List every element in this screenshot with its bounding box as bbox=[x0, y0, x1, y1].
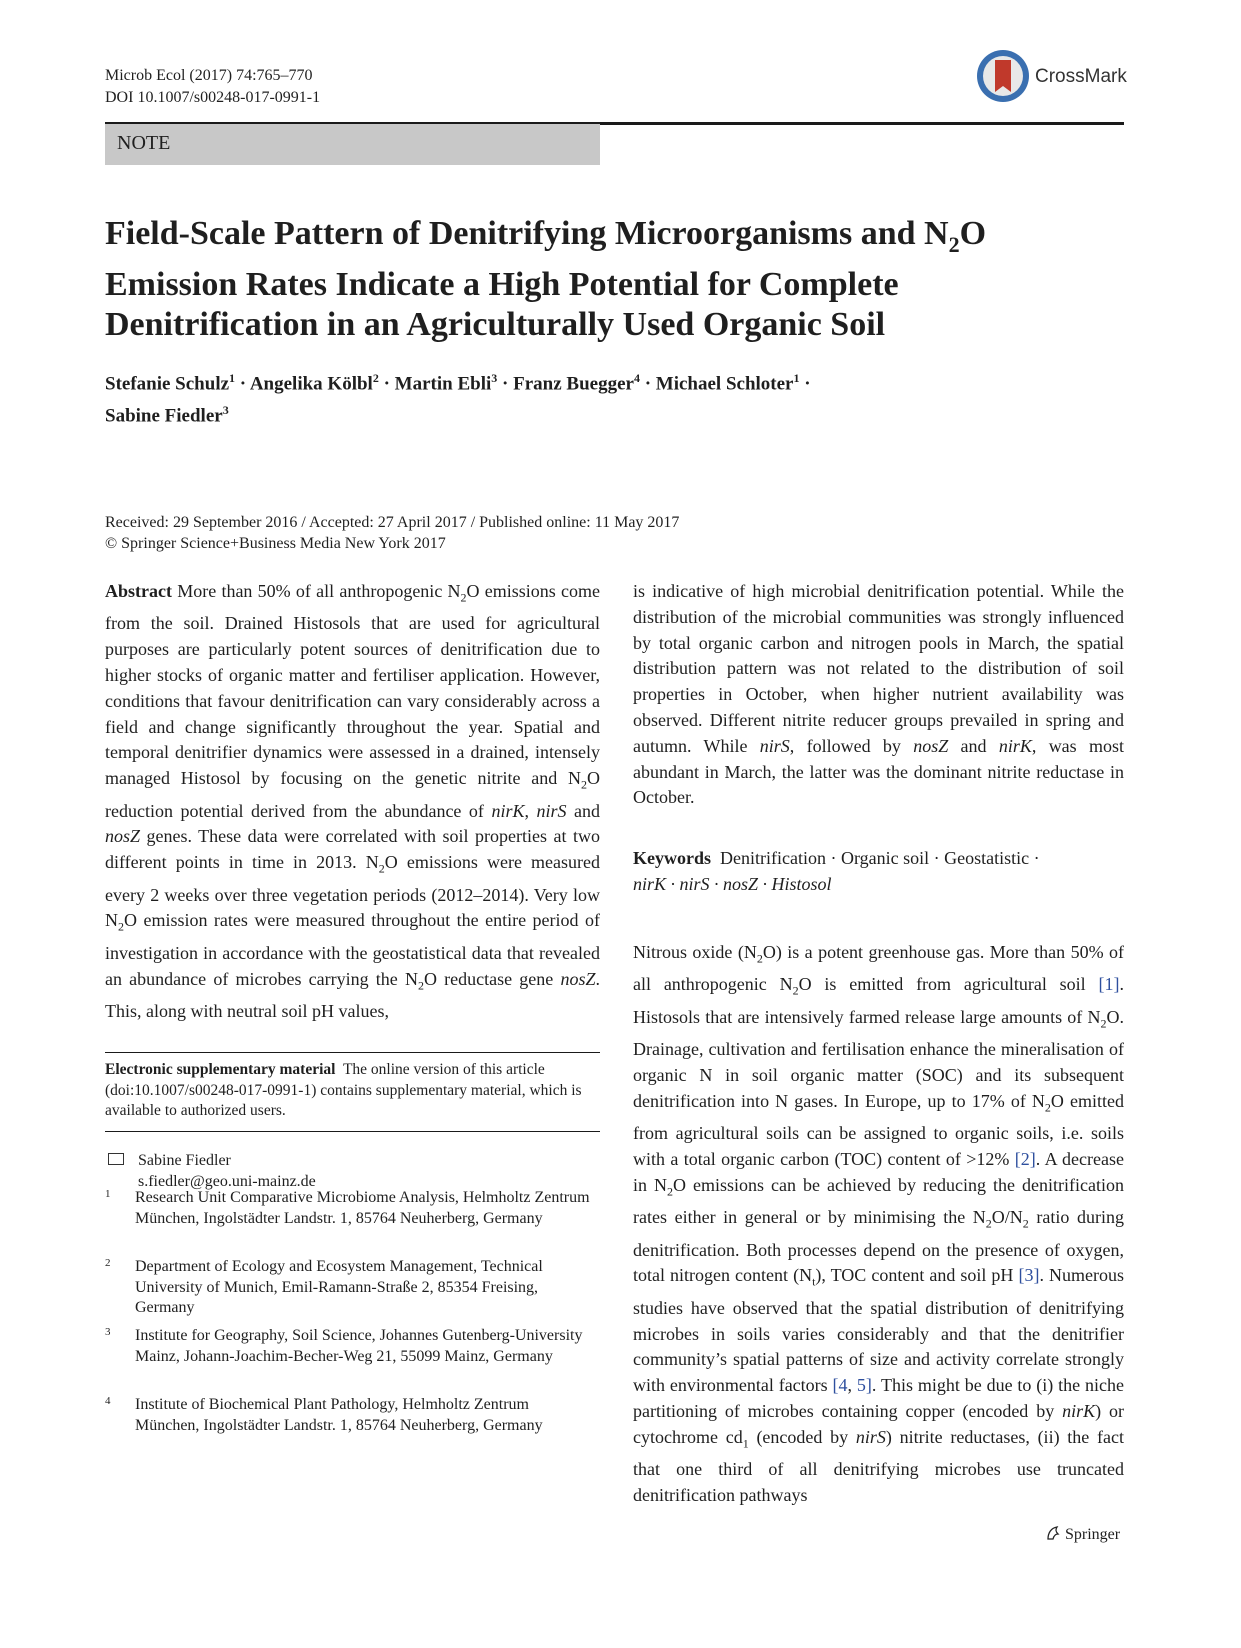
springer-horse-icon bbox=[1045, 1525, 1061, 1541]
author-separator: · bbox=[378, 373, 395, 395]
divider bbox=[105, 1052, 600, 1053]
supplementary-note bbox=[105, 1060, 600, 1122]
citation-link[interactable]: [1] bbox=[1098, 974, 1120, 995]
author[interactable]: Sabine Fiedler bbox=[105, 405, 223, 427]
affiliation-number: 1 bbox=[105, 1188, 111, 1200]
section-label bbox=[105, 124, 600, 165]
title-line: Emission Rates Indicate a High Potential for Complete bbox=[105, 265, 899, 303]
author-separator: · bbox=[639, 373, 656, 395]
esm-text: The online version of this article (doi:10.1007/s00248-017-0991-1) contains supplementary material, which is available to authorized users. bbox=[105, 1061, 582, 1119]
author-affiliation: 4 bbox=[633, 371, 640, 385]
publication-dates bbox=[105, 512, 679, 554]
affiliation-number: 4 bbox=[105, 1395, 111, 1407]
author[interactable]: Martin Ebli bbox=[394, 373, 492, 395]
publisher-logo bbox=[1045, 1525, 1120, 1544]
author-separator: · bbox=[497, 373, 514, 395]
title-line: Denitrification in an Agriculturally Used Organic Soil bbox=[105, 305, 886, 343]
author[interactable]: Michael Schloter bbox=[655, 373, 794, 395]
journal-doi: DOI 10.1007/s00248-017-0991-1 bbox=[105, 89, 321, 106]
title-line: O bbox=[959, 215, 987, 252]
abstract-left: Abstract More than 50% of all anthropogenic $N_2O$ emissions come from the soil. Drained Histosols that are used for agricultural purposes are particularly potent sources of denitrification due to higher stocks of organic matter and fertiliser application. However, conditions that favour denitrification can vary considerably across a field and change significantly throughout the year. Spatial and temporal denitrifier dynamics were assessed in a drained, intensely managed Histosol by focusing on the genetic nitrite and $N_2O$ reduction potential derived from the abundance of nirK, nirS and nosZ genes. These data were correlated with soil properties at two different points in time in 2013. $N_2O$ emissions were measured every 2 weeks over three vegetation periods (2012–2014). Very low $N_2O$ emission rates were measured throughout the entire period of investigation in accordance with the geostatistical data that revealed an abundance of microbes carrying the $N_2O$ reductase gene nosZ. This, along with neutral soil pH values, bbox=[105, 581, 600, 1021]
citation-link[interactable]: [4 bbox=[832, 1375, 848, 1396]
journal-volume: Microb Ecol (2017) 74:765–770 bbox=[105, 67, 313, 84]
affiliation-text: Institute for Geography, Soil Science, Johannes Gutenberg-University Mainz, Johann-Joachim-Becher-Weg 21, 55099 Mainz, Germany bbox=[135, 1327, 583, 1365]
intro-text: Nitrous oxide $(N_2O)$ is a potent greenhouse gas. More than 50% of all anthropogenic $N_2O$ is emitted from agricultural soil [1]. Histosols that are intensively farmed release large amounts of $N_2O$. Drainage, cultivation and fertilisation enhance the mineralisation of organic N in soil organic matter (SOC) and its subsequent denitrification into N gases. In Europe, up to 17% of $N_2O$ emitted from agricultural soils can be assigned to organic soils, i.e. soils with a total organic carbon (TOC) content of >12% [2]. A decrease in $N_2O$ emissions can be achieved by reducing the denitrification rates either in general or by minimising the $N_2O/N_2$ ratio during denitrification. Both processes depend on the presence of oxygen, total nitrogen content $(N_t)$, TOC content and soil pH [3]. Numerous studies have observed that the spatial distribution of denitrifying microbes in soils varies considerably and that the denitrifier community’s spatial patterns of size and activity correlate strongly with environmental factors [4, 5]. This might be due to (i) the niche partitioning of microbes containing copper (encoded by nirK) or cytochrome $cd_1$ (encoded by nirS) nitrite reductases, (ii) the fact that one third of all denitrifying microbes use truncated denitrification pathways bbox=[633, 942, 1125, 1505]
affiliation-text: Research Unit Comparative Microbiome Analysis, Helmholtz Zentrum München, Ingolstädter Landstr. 1, 85764 Neuherberg, Germany bbox=[135, 1189, 590, 1227]
crossmark-icon bbox=[975, 48, 1031, 104]
crossmark-label: CrossMark bbox=[1035, 66, 1127, 87]
citation-link[interactable]: [2] bbox=[1014, 1148, 1036, 1169]
envelope-icon bbox=[108, 1153, 124, 1165]
author-list bbox=[105, 365, 905, 430]
author-affiliation: 1 bbox=[229, 371, 236, 385]
citation-link[interactable]: 5] bbox=[856, 1375, 872, 1396]
divider bbox=[105, 1131, 600, 1132]
esm-label: Electronic supplementary material bbox=[105, 1061, 336, 1078]
affiliation-text: Department of Ecology and Ecosystem Management, Technical University of Munich, Emil-Ramann-Straße 2, 85354 Freising, Germany bbox=[135, 1258, 543, 1316]
keywords-line: nirK · nirS · nosZ · Histosol bbox=[633, 873, 832, 894]
contact-name: Sabine Fiedler bbox=[138, 1152, 231, 1169]
author-affiliation: 2 bbox=[372, 371, 379, 385]
title-subscript: 2 bbox=[948, 231, 960, 257]
author-separator: · bbox=[235, 373, 250, 395]
keywords-line: Denitrification · Organic soil · Geostatistic · bbox=[720, 848, 1040, 868]
author[interactable]: Franz Buegger bbox=[513, 373, 634, 395]
affiliation-number: 3 bbox=[105, 1326, 111, 1338]
author[interactable]: Angelika Kölbl bbox=[249, 373, 373, 395]
crossmark-badge[interactable] bbox=[975, 48, 1125, 108]
affiliation-number: 2 bbox=[105, 1257, 111, 1269]
paper-title bbox=[105, 214, 1105, 345]
affiliation-text: Institute of Biochemical Plant Pathology, Helmholtz Zentrum München, Ingolstädter Landstr. 1, 85764 Neuherberg, Germany bbox=[135, 1396, 543, 1434]
author-separator: · bbox=[799, 373, 811, 395]
history-dates: Received: 29 September 2016 / Accepted: 27 April 2017 / Published online: 11 May 2017 bbox=[105, 514, 680, 531]
abstract-right: is indicative of high microbial denitrification potential. While the distribution of the microbial communities was strongly influenced by total organic carbon and nitrogen pools in March, the spatial distribution pattern was not related to the distribution of soil properties in October, when higher nutrient availability was observed. Different nitrite reducer groups prevailed in spring and autumn. While nirS, followed by nosZ and nirK, was most abundant in March, the latter was the dominant nitrite reductase in October. bbox=[633, 581, 1124, 808]
title-line: Field-Scale Pattern of Denitrifying Microorganisms and N bbox=[105, 215, 949, 252]
citation-link[interactable]: [3] bbox=[1018, 1265, 1040, 1286]
copyright: © Springer Science+Business Media New York 2017 bbox=[105, 535, 446, 552]
author[interactable]: Stefanie Schulz bbox=[105, 373, 230, 395]
abstract-label: Abstract bbox=[105, 581, 172, 601]
keywords bbox=[633, 846, 1124, 898]
publisher-name: Springer bbox=[1065, 1526, 1121, 1543]
author-affiliation: 3 bbox=[222, 403, 229, 418]
author-affiliation: 3 bbox=[491, 371, 498, 385]
section-label-text: NOTE bbox=[117, 132, 171, 154]
contact-email[interactable]: s.fiedler@geo.uni-mainz.de bbox=[138, 1173, 316, 1190]
keywords-label: Keywords bbox=[633, 848, 711, 868]
journal-citation bbox=[105, 65, 320, 109]
author-affiliation: 1 bbox=[793, 371, 800, 385]
